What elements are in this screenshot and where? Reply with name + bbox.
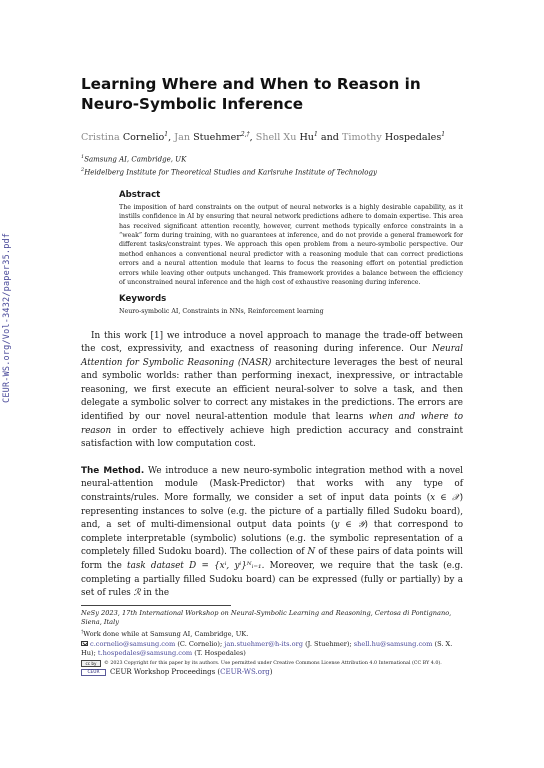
keywords-text: Neuro-symbolic AI, Constraints in NNs, Reinforcement learning xyxy=(119,307,324,315)
paper-content xyxy=(81,74,463,677)
ceur-proceedings-line: CEUR CEUR Workshop Proceedings ( CEUR-WS.org ) xyxy=(81,668,463,677)
ceur-ws-link[interactable]: CEUR-WS.org xyxy=(220,667,270,676)
paper-title: Learning Where and When to Reason in Neuro-Symbolic Inference xyxy=(81,75,421,113)
envelope-icon xyxy=(81,641,88,646)
keywords-heading: Keywords xyxy=(119,293,167,304)
abstract-section xyxy=(119,190,463,316)
cc-by-badge-icon: cc by xyxy=(81,660,101,667)
email-footnote: c.cornelio@samsung.com (C. Cornelio); jan.stuehmer@h-its.org (J. Stuehmer); shell.hu@samsung.com (S. X. Hu); t.hospedales@samsung.com (T. Hospedales) xyxy=(81,639,453,658)
author-3: Shell Xu Hu$^1$ xyxy=(255,131,318,144)
copyright-text: © 2023 Copyright for this paper by its authors. Use permitted under Creative Commons License Attribution 4.0 International (CC BY 4.0). xyxy=(104,660,442,666)
method-heading: The Method. xyxy=(81,465,145,476)
abstract-heading: Abstract xyxy=(119,189,161,200)
author-2: Jan Stuehmer$^{2,\dagger}$ xyxy=(174,131,250,144)
email-link-cornelio[interactable]: c.cornelio@samsung.com xyxy=(90,639,176,648)
dagger-footnote: †Work done while at Samsung AI, Cambridge, UK. xyxy=(81,629,249,639)
footnotes xyxy=(81,609,463,677)
email-link-hu[interactable]: shell.hu@samsung.com xyxy=(353,639,433,648)
author-4: Timothy Hospedales$^1$ xyxy=(341,131,446,144)
email-link-hospedales[interactable]: t.hospedales@samsung.com xyxy=(97,649,193,658)
footnote-rule xyxy=(81,605,231,606)
email-link-stuehmer[interactable]: jan.stuehmer@h-its.org xyxy=(224,639,304,648)
intro-paragraph: In this work [1] we introduce a novel approach to manage the trade-off between the cost, expressivity, and exactness of reasoning during inference. Our Neural Attention for Symbolic Reasoning (NASR) architecture leverages the best of neural and symbolic worlds: rather than performing inexact, inexpressive, or intractable reasoning, we first execute an efficient neural-solver to solve a task, and then delegate a symbolic solver to correct any mistakes in the predictions. The errors are identified by our novel neural-attention module that learns when and where to reason in order to effectively achieve high prediction accuracy and constraint satisfaction with low computation cost. xyxy=(81,330,463,450)
ceur-logo-icon: CEUR xyxy=(81,669,106,676)
author-1: Cristina Cornelio$^1$ xyxy=(81,131,169,144)
method-paragraph: The Method. We introduce a new neuro-symbolic integration method with a novel neural-attention module (Mask-Predictor) that works with any type of constraints/rules. More formally, we consider a set of input data points (x ∈ 𝒳) representing instances to solve (e.g. the picture of a partially filled Sudoku board), and, a set of multi-dimensional output data points (y ∈ 𝒴) that correspond to complete interpretable (symbolic) solutions (e.g. the symbolic representation of a completely filled Sudoku board). The collection of N of these pairs of data points will form the task dataset D = {xⁱ, yⁱ}ᴺᵢ₌₁. Moreover, we require that the task (e.g. completing a partially filled Sudoku board) can be expressed (fully or partially) by a set of rules ℛ in the xyxy=(81,465,464,599)
affiliations xyxy=(81,152,463,178)
affiliation-2: $^2$Heidelberg Institute for Theoretical Studies and Karlsruhe Institute of Technology xyxy=(81,167,377,177)
venue-footnote: NeSy 2023, 17th International Workshop on Neural-Symbolic Learning and Reasoning, Certosa di Pontignano, Siena, Italy xyxy=(81,608,452,627)
affiliation-1: $^1$Samsung AI, Cambridge, UK xyxy=(81,154,187,164)
side-label-ceur-url: CEUR-WS.org/Vol-3432/paper35.pdf xyxy=(2,232,12,403)
author-list: Cristina Cornelio$^1$, Jan Stuehmer$^{2,\dagger}$, Shell Xu Hu$^1$ and Timothy Hospedales$^1$ xyxy=(81,131,446,144)
copyright-line xyxy=(81,660,463,667)
abstract-text: The imposition of hard constraints on the output of neural networks is a highly desirable capability, as it instills confidence in AI by ensuring that neural network predictions adhere to domain expertise. This area has received significant attention recently, however, current methods typically enforce constraints in a “weak” form during training, with no guarantees at inference, and do not provide a general framework for different tasks/constraint types. We approach this open problem from a neuro-symbolic perspective. Our method enhances a conventional neural predictor with a reasoning module that can correct predictions errors and a neural attention module that learns to focus the reasoning effort on potential prediction errors while leaving other outputs unchanged. This framework provides a balance between the efficiency of unconstrained neural inference and the high cost of exhaustive reasoning during inference. xyxy=(119,203,463,287)
